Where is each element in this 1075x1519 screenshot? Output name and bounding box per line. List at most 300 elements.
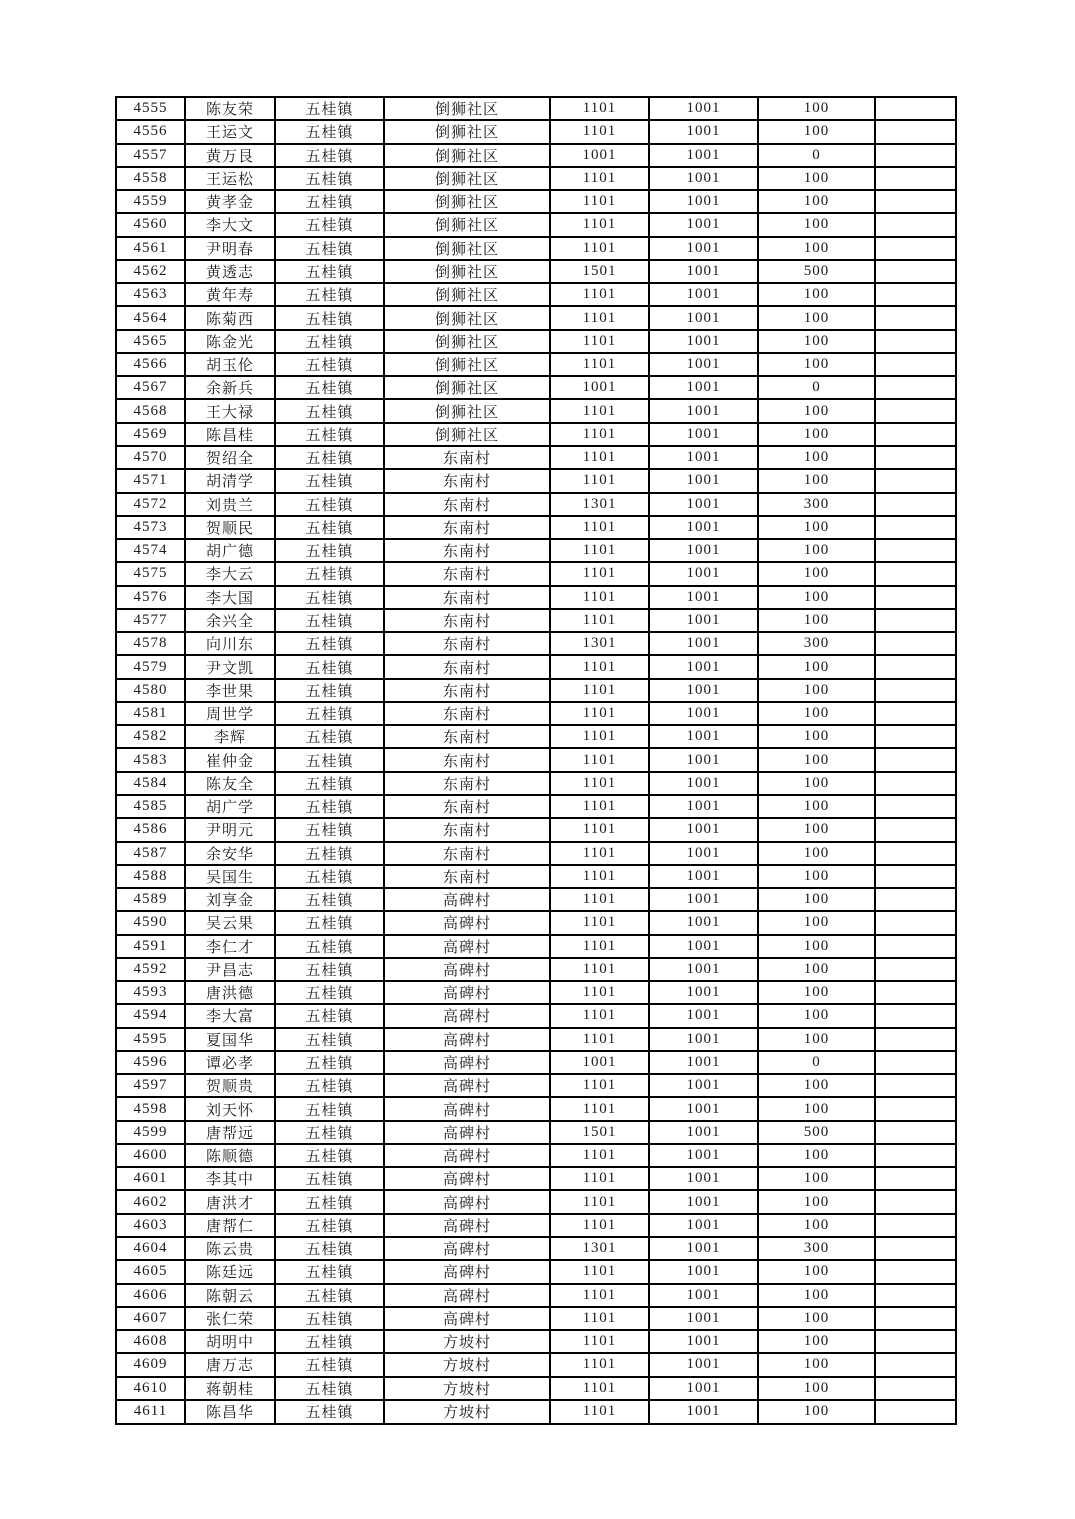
code2-cell: 1001 [649, 306, 758, 329]
code2-cell: 1001 [649, 1097, 758, 1120]
serial-cell: 4564 [116, 306, 185, 329]
amount-cell: 100 [758, 888, 875, 911]
serial-cell: 4611 [116, 1400, 185, 1424]
town-cell: 五桂镇 [275, 493, 384, 516]
serial-cell: 4567 [116, 376, 185, 399]
serial-cell: 4585 [116, 795, 185, 818]
village-cell: 高碑村 [384, 1237, 550, 1260]
table-row [116, 1284, 956, 1307]
village-cell: 高碑村 [384, 1214, 550, 1237]
table-row [116, 144, 956, 167]
remark-cell [875, 1028, 956, 1051]
remark-cell [875, 865, 956, 888]
serial-cell: 4590 [116, 911, 185, 934]
amount-cell: 100 [758, 1097, 875, 1120]
code2-cell: 1001 [649, 1028, 758, 1051]
remark-cell [875, 190, 956, 213]
code1-cell: 1101 [550, 97, 649, 120]
remark-cell [875, 725, 956, 748]
amount-cell: 100 [758, 1004, 875, 1027]
code2-cell: 1001 [649, 493, 758, 516]
town-cell: 五桂镇 [275, 190, 384, 213]
table-row [116, 353, 956, 376]
table-row [116, 1307, 956, 1330]
remark-cell [875, 539, 956, 562]
serial-cell: 4578 [116, 632, 185, 655]
remark-cell [875, 97, 956, 120]
village-cell: 高碑村 [384, 981, 550, 1004]
village-cell: 高碑村 [384, 911, 550, 934]
table-row [116, 516, 956, 539]
table-row [116, 818, 956, 841]
town-cell: 五桂镇 [275, 399, 384, 422]
name-cell: 吴国生 [185, 865, 275, 888]
amount-cell: 300 [758, 1237, 875, 1260]
remark-cell [875, 655, 956, 678]
serial-cell: 4557 [116, 144, 185, 167]
name-cell: 周世学 [185, 702, 275, 725]
village-cell: 倒狮社区 [384, 167, 550, 190]
serial-cell: 4599 [116, 1121, 185, 1144]
name-cell: 胡广学 [185, 795, 275, 818]
name-cell: 余安华 [185, 842, 275, 865]
remark-cell [875, 981, 956, 1004]
table-row [116, 562, 956, 585]
town-cell: 五桂镇 [275, 237, 384, 260]
serial-cell: 4556 [116, 120, 185, 143]
remark-cell [875, 1377, 956, 1400]
remark-cell [875, 1353, 956, 1376]
table-row [116, 539, 956, 562]
amount-cell: 100 [758, 958, 875, 981]
village-cell: 高碑村 [384, 888, 550, 911]
table-row [116, 772, 956, 795]
name-cell: 吴云果 [185, 911, 275, 934]
village-cell: 高碑村 [384, 1167, 550, 1190]
remark-cell [875, 1284, 956, 1307]
amount-cell: 100 [758, 981, 875, 1004]
remark-cell [875, 1260, 956, 1283]
code2-cell: 1001 [649, 144, 758, 167]
amount-cell: 100 [758, 679, 875, 702]
serial-cell: 4596 [116, 1051, 185, 1074]
village-cell: 高碑村 [384, 1097, 550, 1120]
serial-cell: 4589 [116, 888, 185, 911]
code2-cell: 1001 [649, 237, 758, 260]
serial-cell: 4581 [116, 702, 185, 725]
village-cell: 东南村 [384, 842, 550, 865]
village-cell: 东南村 [384, 679, 550, 702]
code2-cell: 1001 [649, 1004, 758, 1027]
code1-cell: 1101 [550, 190, 649, 213]
table-row [116, 1028, 956, 1051]
code1-cell: 1301 [550, 1237, 649, 1260]
serial-cell: 4566 [116, 353, 185, 376]
serial-cell: 4591 [116, 935, 185, 958]
name-cell: 陈金光 [185, 330, 275, 353]
name-cell: 崔仲金 [185, 748, 275, 771]
table-row [116, 493, 956, 516]
serial-cell: 4607 [116, 1307, 185, 1330]
table-row [116, 609, 956, 632]
code1-cell: 1101 [550, 911, 649, 934]
town-cell: 五桂镇 [275, 1307, 384, 1330]
name-cell: 黄年寿 [185, 283, 275, 306]
code1-cell: 1101 [550, 1260, 649, 1283]
village-cell: 倒狮社区 [384, 237, 550, 260]
code1-cell: 1101 [550, 935, 649, 958]
code2-cell: 1001 [649, 213, 758, 236]
code1-cell: 1101 [550, 1144, 649, 1167]
code1-cell: 1001 [550, 1051, 649, 1074]
remark-cell [875, 353, 956, 376]
town-cell: 五桂镇 [275, 772, 384, 795]
village-cell: 倒狮社区 [384, 120, 550, 143]
amount-cell: 100 [758, 1307, 875, 1330]
code2-cell: 1001 [649, 725, 758, 748]
amount-cell: 100 [758, 237, 875, 260]
amount-cell: 100 [758, 795, 875, 818]
amount-cell: 100 [758, 306, 875, 329]
village-cell: 倒狮社区 [384, 97, 550, 120]
name-cell: 尹文凯 [185, 655, 275, 678]
remark-cell [875, 842, 956, 865]
name-cell: 陈昌华 [185, 1400, 275, 1424]
serial-cell: 4600 [116, 1144, 185, 1167]
village-cell: 东南村 [384, 493, 550, 516]
code1-cell: 1101 [550, 655, 649, 678]
remark-cell [875, 120, 956, 143]
table-row [116, 935, 956, 958]
amount-cell: 100 [758, 399, 875, 422]
remark-cell [875, 935, 956, 958]
remark-cell [875, 958, 956, 981]
village-cell: 倒狮社区 [384, 353, 550, 376]
table-row [116, 1121, 956, 1144]
name-cell: 黄万艮 [185, 144, 275, 167]
remark-cell [875, 888, 956, 911]
name-cell: 贺绍全 [185, 446, 275, 469]
serial-cell: 4606 [116, 1284, 185, 1307]
code2-cell: 1001 [649, 190, 758, 213]
code2-cell: 1001 [649, 1214, 758, 1237]
code2-cell: 1001 [649, 702, 758, 725]
village-cell: 倒狮社区 [384, 213, 550, 236]
amount-cell: 100 [758, 562, 875, 585]
table-row [116, 167, 956, 190]
remark-cell [875, 795, 956, 818]
town-cell: 五桂镇 [275, 748, 384, 771]
town-cell: 五桂镇 [275, 97, 384, 120]
code2-cell: 1001 [649, 1144, 758, 1167]
town-cell: 五桂镇 [275, 1330, 384, 1353]
table-row [116, 1004, 956, 1027]
name-cell: 胡清学 [185, 469, 275, 492]
remark-cell [875, 1190, 956, 1213]
remark-cell [875, 1237, 956, 1260]
remark-cell [875, 1167, 956, 1190]
code1-cell: 1101 [550, 772, 649, 795]
name-cell: 陈昌桂 [185, 423, 275, 446]
name-cell: 陈朝云 [185, 1284, 275, 1307]
amount-cell: 100 [758, 1400, 875, 1424]
town-cell: 五桂镇 [275, 213, 384, 236]
serial-cell: 4560 [116, 213, 185, 236]
amount-cell: 100 [758, 586, 875, 609]
name-cell: 贺顺民 [185, 516, 275, 539]
village-cell: 东南村 [384, 748, 550, 771]
code2-cell: 1001 [649, 1330, 758, 1353]
village-cell: 倒狮社区 [384, 399, 550, 422]
town-cell: 五桂镇 [275, 1144, 384, 1167]
village-cell: 倒狮社区 [384, 283, 550, 306]
village-cell: 东南村 [384, 865, 550, 888]
table-row [116, 1214, 956, 1237]
serial-cell: 4588 [116, 865, 185, 888]
name-cell: 尹明春 [185, 237, 275, 260]
amount-cell: 100 [758, 423, 875, 446]
village-cell: 倒狮社区 [384, 376, 550, 399]
town-cell: 五桂镇 [275, 1167, 384, 1190]
village-cell: 高碑村 [384, 1190, 550, 1213]
name-cell: 贺顺贵 [185, 1074, 275, 1097]
amount-cell: 100 [758, 283, 875, 306]
code2-cell: 1001 [649, 748, 758, 771]
name-cell: 刘贵兰 [185, 493, 275, 516]
table-row [116, 632, 956, 655]
remark-cell [875, 632, 956, 655]
village-cell: 倒狮社区 [384, 330, 550, 353]
code1-cell: 1101 [550, 469, 649, 492]
town-cell: 五桂镇 [275, 702, 384, 725]
remark-cell [875, 1051, 956, 1074]
serial-cell: 4571 [116, 469, 185, 492]
remark-cell [875, 167, 956, 190]
remark-cell [875, 1121, 956, 1144]
town-cell: 五桂镇 [275, 981, 384, 1004]
code2-cell: 1001 [649, 609, 758, 632]
village-cell: 东南村 [384, 725, 550, 748]
code2-cell: 1001 [649, 1400, 758, 1424]
code1-cell: 1101 [550, 330, 649, 353]
amount-cell: 100 [758, 911, 875, 934]
code2-cell: 1001 [649, 446, 758, 469]
town-cell: 五桂镇 [275, 1004, 384, 1027]
name-cell: 唐帮仁 [185, 1214, 275, 1237]
amount-cell: 100 [758, 702, 875, 725]
remark-cell [875, 1330, 956, 1353]
village-cell: 高碑村 [384, 1051, 550, 1074]
code1-cell: 1101 [550, 1028, 649, 1051]
amount-cell: 100 [758, 865, 875, 888]
serial-cell: 4593 [116, 981, 185, 1004]
name-cell: 尹明元 [185, 818, 275, 841]
village-cell: 倒狮社区 [384, 190, 550, 213]
serial-cell: 4559 [116, 190, 185, 213]
code2-cell: 1001 [649, 97, 758, 120]
name-cell: 陈廷远 [185, 1260, 275, 1283]
name-cell: 蒋朝桂 [185, 1377, 275, 1400]
name-cell: 王大禄 [185, 399, 275, 422]
name-cell: 李仁才 [185, 935, 275, 958]
table-row [116, 306, 956, 329]
code2-cell: 1001 [649, 1167, 758, 1190]
serial-cell: 4576 [116, 586, 185, 609]
amount-cell: 300 [758, 632, 875, 655]
code2-cell: 1001 [649, 516, 758, 539]
remark-cell [875, 399, 956, 422]
table-row [116, 679, 956, 702]
town-cell: 五桂镇 [275, 539, 384, 562]
name-cell: 余兴全 [185, 609, 275, 632]
serial-cell: 4598 [116, 1097, 185, 1120]
code1-cell: 1101 [550, 865, 649, 888]
code1-cell: 1101 [550, 1400, 649, 1424]
village-cell: 高碑村 [384, 1028, 550, 1051]
town-cell: 五桂镇 [275, 1051, 384, 1074]
village-cell: 高碑村 [384, 1260, 550, 1283]
serial-cell: 4594 [116, 1004, 185, 1027]
village-cell: 东南村 [384, 632, 550, 655]
code1-cell: 1501 [550, 1121, 649, 1144]
village-cell: 东南村 [384, 609, 550, 632]
amount-cell: 100 [758, 1377, 875, 1400]
code1-cell: 1101 [550, 539, 649, 562]
name-cell: 向川东 [185, 632, 275, 655]
table-row [116, 120, 956, 143]
code1-cell: 1301 [550, 632, 649, 655]
table-row [116, 1144, 956, 1167]
town-cell: 五桂镇 [275, 1074, 384, 1097]
serial-cell: 4595 [116, 1028, 185, 1051]
remark-cell [875, 306, 956, 329]
serial-cell: 4558 [116, 167, 185, 190]
table-row [116, 1237, 956, 1260]
town-cell: 五桂镇 [275, 1353, 384, 1376]
table-row [116, 260, 956, 283]
village-cell: 高碑村 [384, 935, 550, 958]
code1-cell: 1101 [550, 679, 649, 702]
town-cell: 五桂镇 [275, 632, 384, 655]
code2-cell: 1001 [649, 283, 758, 306]
serial-cell: 4569 [116, 423, 185, 446]
town-cell: 五桂镇 [275, 1260, 384, 1283]
table-row [116, 702, 956, 725]
name-cell: 王运文 [185, 120, 275, 143]
remark-cell [875, 748, 956, 771]
code1-cell: 1101 [550, 1097, 649, 1120]
code1-cell: 1101 [550, 609, 649, 632]
village-cell: 倒狮社区 [384, 144, 550, 167]
amount-cell: 100 [758, 120, 875, 143]
table-row [116, 1330, 956, 1353]
amount-cell: 100 [758, 1144, 875, 1167]
town-cell: 五桂镇 [275, 1284, 384, 1307]
town-cell: 五桂镇 [275, 609, 384, 632]
town-cell: 五桂镇 [275, 283, 384, 306]
town-cell: 五桂镇 [275, 1190, 384, 1213]
amount-cell: 100 [758, 1353, 875, 1376]
table-row [116, 1260, 956, 1283]
table-row [116, 981, 956, 1004]
name-cell: 尹昌志 [185, 958, 275, 981]
amount-cell: 100 [758, 539, 875, 562]
code2-cell: 1001 [649, 865, 758, 888]
code2-cell: 1001 [649, 632, 758, 655]
remark-cell [875, 1004, 956, 1027]
amount-cell: 100 [758, 1330, 875, 1353]
remark-cell [875, 330, 956, 353]
remark-cell [875, 260, 956, 283]
code1-cell: 1101 [550, 702, 649, 725]
amount-cell: 100 [758, 818, 875, 841]
remark-cell [875, 1400, 956, 1424]
code2-cell: 1001 [649, 539, 758, 562]
town-cell: 五桂镇 [275, 1237, 384, 1260]
town-cell: 五桂镇 [275, 1400, 384, 1424]
amount-cell: 300 [758, 493, 875, 516]
table-row [116, 725, 956, 748]
town-cell: 五桂镇 [275, 144, 384, 167]
town-cell: 五桂镇 [275, 516, 384, 539]
records-table [115, 96, 957, 1425]
code1-cell: 1101 [550, 562, 649, 585]
village-cell: 东南村 [384, 818, 550, 841]
name-cell: 李大云 [185, 562, 275, 585]
code2-cell: 1001 [649, 911, 758, 934]
table-row [116, 399, 956, 422]
serial-cell: 4604 [116, 1237, 185, 1260]
code2-cell: 1001 [649, 1237, 758, 1260]
name-cell: 李大国 [185, 586, 275, 609]
table-row [116, 97, 956, 120]
serial-cell: 4568 [116, 399, 185, 422]
serial-cell: 4580 [116, 679, 185, 702]
town-cell: 五桂镇 [275, 655, 384, 678]
code2-cell: 1001 [649, 842, 758, 865]
code2-cell: 1001 [649, 586, 758, 609]
name-cell: 李大富 [185, 1004, 275, 1027]
code2-cell: 1001 [649, 423, 758, 446]
town-cell: 五桂镇 [275, 1214, 384, 1237]
serial-cell: 4597 [116, 1074, 185, 1097]
village-cell: 东南村 [384, 586, 550, 609]
code1-cell: 1101 [550, 423, 649, 446]
name-cell: 李大文 [185, 213, 275, 236]
name-cell: 夏国华 [185, 1028, 275, 1051]
name-cell: 胡明中 [185, 1330, 275, 1353]
serial-cell: 4583 [116, 748, 185, 771]
amount-cell: 0 [758, 1051, 875, 1074]
village-cell: 东南村 [384, 795, 550, 818]
code2-cell: 1001 [649, 958, 758, 981]
village-cell: 东南村 [384, 446, 550, 469]
name-cell: 陈友荣 [185, 97, 275, 120]
code1-cell: 1101 [550, 516, 649, 539]
town-cell: 五桂镇 [275, 795, 384, 818]
amount-cell: 100 [758, 772, 875, 795]
remark-cell [875, 702, 956, 725]
village-cell: 东南村 [384, 539, 550, 562]
table-row [116, 748, 956, 771]
town-cell: 五桂镇 [275, 330, 384, 353]
town-cell: 五桂镇 [275, 469, 384, 492]
code2-cell: 1001 [649, 655, 758, 678]
remark-cell [875, 1307, 956, 1330]
code1-cell: 1101 [550, 1353, 649, 1376]
name-cell: 余新兵 [185, 376, 275, 399]
table-row [116, 376, 956, 399]
